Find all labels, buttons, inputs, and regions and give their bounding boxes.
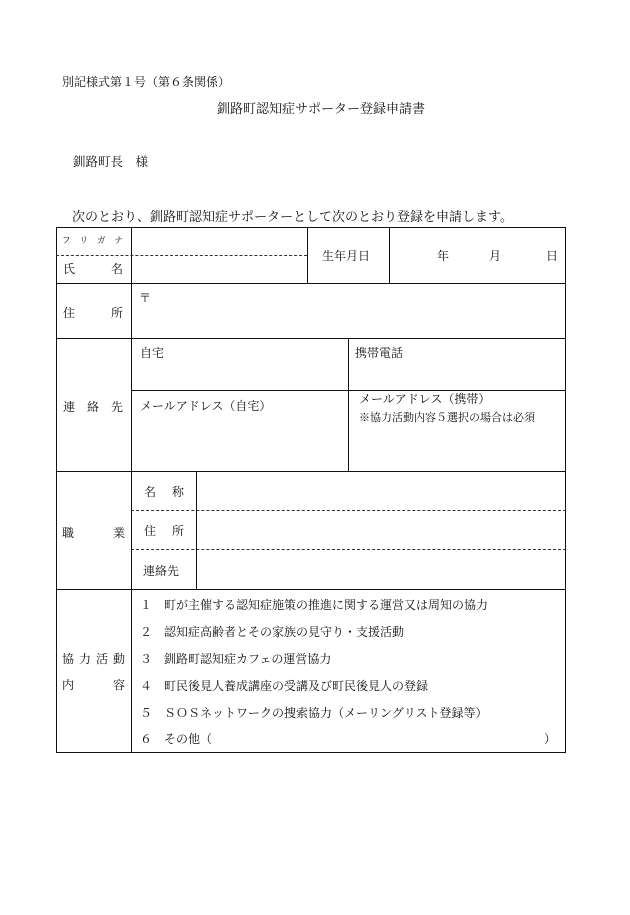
activity-option-1[interactable]: １ 町が主催する認知症施策の推進に関する運営又は周知の協力 bbox=[140, 598, 489, 612]
activity-option-2[interactable]: ２ 認知症高齢者とその家族の見守り・支援活動 bbox=[140, 625, 405, 639]
birth-day-unit: 日 bbox=[546, 249, 559, 263]
email-home-label: メールアドレス（自宅） bbox=[140, 399, 272, 413]
addressee: 釧路町長 様 bbox=[73, 154, 149, 169]
furigana-label: フ リ ガ ナ bbox=[62, 236, 124, 246]
occupation-label: 職 業 bbox=[62, 526, 125, 540]
intro-text: 次のとおり、釧路町認知症サポーターとして次のとおり登録を申請します。 bbox=[72, 210, 513, 225]
furigana-dashed-line bbox=[56, 255, 307, 256]
address-label: 住 所 bbox=[63, 306, 123, 320]
activity-other-close-paren: ） bbox=[544, 732, 557, 746]
name-birthdate-divider bbox=[307, 227, 308, 284]
row-divider-contact bbox=[56, 471, 566, 472]
birthdate-label: 生年月日 bbox=[322, 249, 371, 263]
form-number: 別記様式第１号（第６条関係） bbox=[62, 75, 231, 89]
birth-year-unit: 年 bbox=[437, 249, 450, 263]
row-divider-address bbox=[56, 338, 566, 339]
row-divider-name bbox=[56, 283, 566, 284]
occupation-name-label: 名 称 bbox=[144, 485, 184, 499]
form-border-top bbox=[56, 227, 566, 228]
contact-label: 連 絡 先 bbox=[63, 400, 123, 414]
birthdate-label-divider bbox=[389, 227, 390, 284]
form-border-bottom bbox=[56, 752, 566, 753]
document-title: 釧路町認知症サポーター登録申請書 bbox=[216, 102, 425, 117]
activity-option-6[interactable]: ６ その他（ bbox=[140, 732, 213, 746]
activity-label-line1: 協 力 活 動 bbox=[62, 652, 125, 666]
activity-option-4[interactable]: ４ 町民後見人養成講座の受講及び町民後見人の登録 bbox=[140, 679, 429, 693]
form-border-right bbox=[565, 227, 566, 753]
occupation-address-label: 住 所 bbox=[144, 524, 184, 538]
mobile-phone-label: 携帯電話 bbox=[355, 346, 404, 360]
activity-option-3[interactable]: ３ 釧路町認知症カフェの運営協力 bbox=[140, 652, 332, 666]
birth-month-unit: 月 bbox=[489, 249, 502, 263]
email-mobile-note: ※協力活動内容５選択の場合は必須 bbox=[359, 411, 535, 424]
activity-label-line2: 内 容 bbox=[62, 678, 125, 692]
label-column-divider bbox=[131, 227, 132, 753]
application-form bbox=[56, 227, 566, 753]
activity-option-5[interactable]: ５ ＳＯＳネットワークの捜索協力（メーリングリスト登録等） bbox=[140, 706, 488, 720]
contact-column-divider bbox=[348, 338, 349, 472]
postal-mark: 〒 bbox=[139, 291, 152, 305]
occupation-label-divider bbox=[196, 471, 197, 590]
name-label: 氏 名 bbox=[63, 262, 123, 276]
form-border-left bbox=[56, 227, 57, 753]
occupation-contact-label: 連絡先 bbox=[143, 564, 180, 578]
row-divider-occupation bbox=[56, 589, 566, 590]
home-phone-label: 自宅 bbox=[140, 346, 165, 360]
email-mobile-label: メールアドレス（携帯） bbox=[359, 392, 491, 406]
